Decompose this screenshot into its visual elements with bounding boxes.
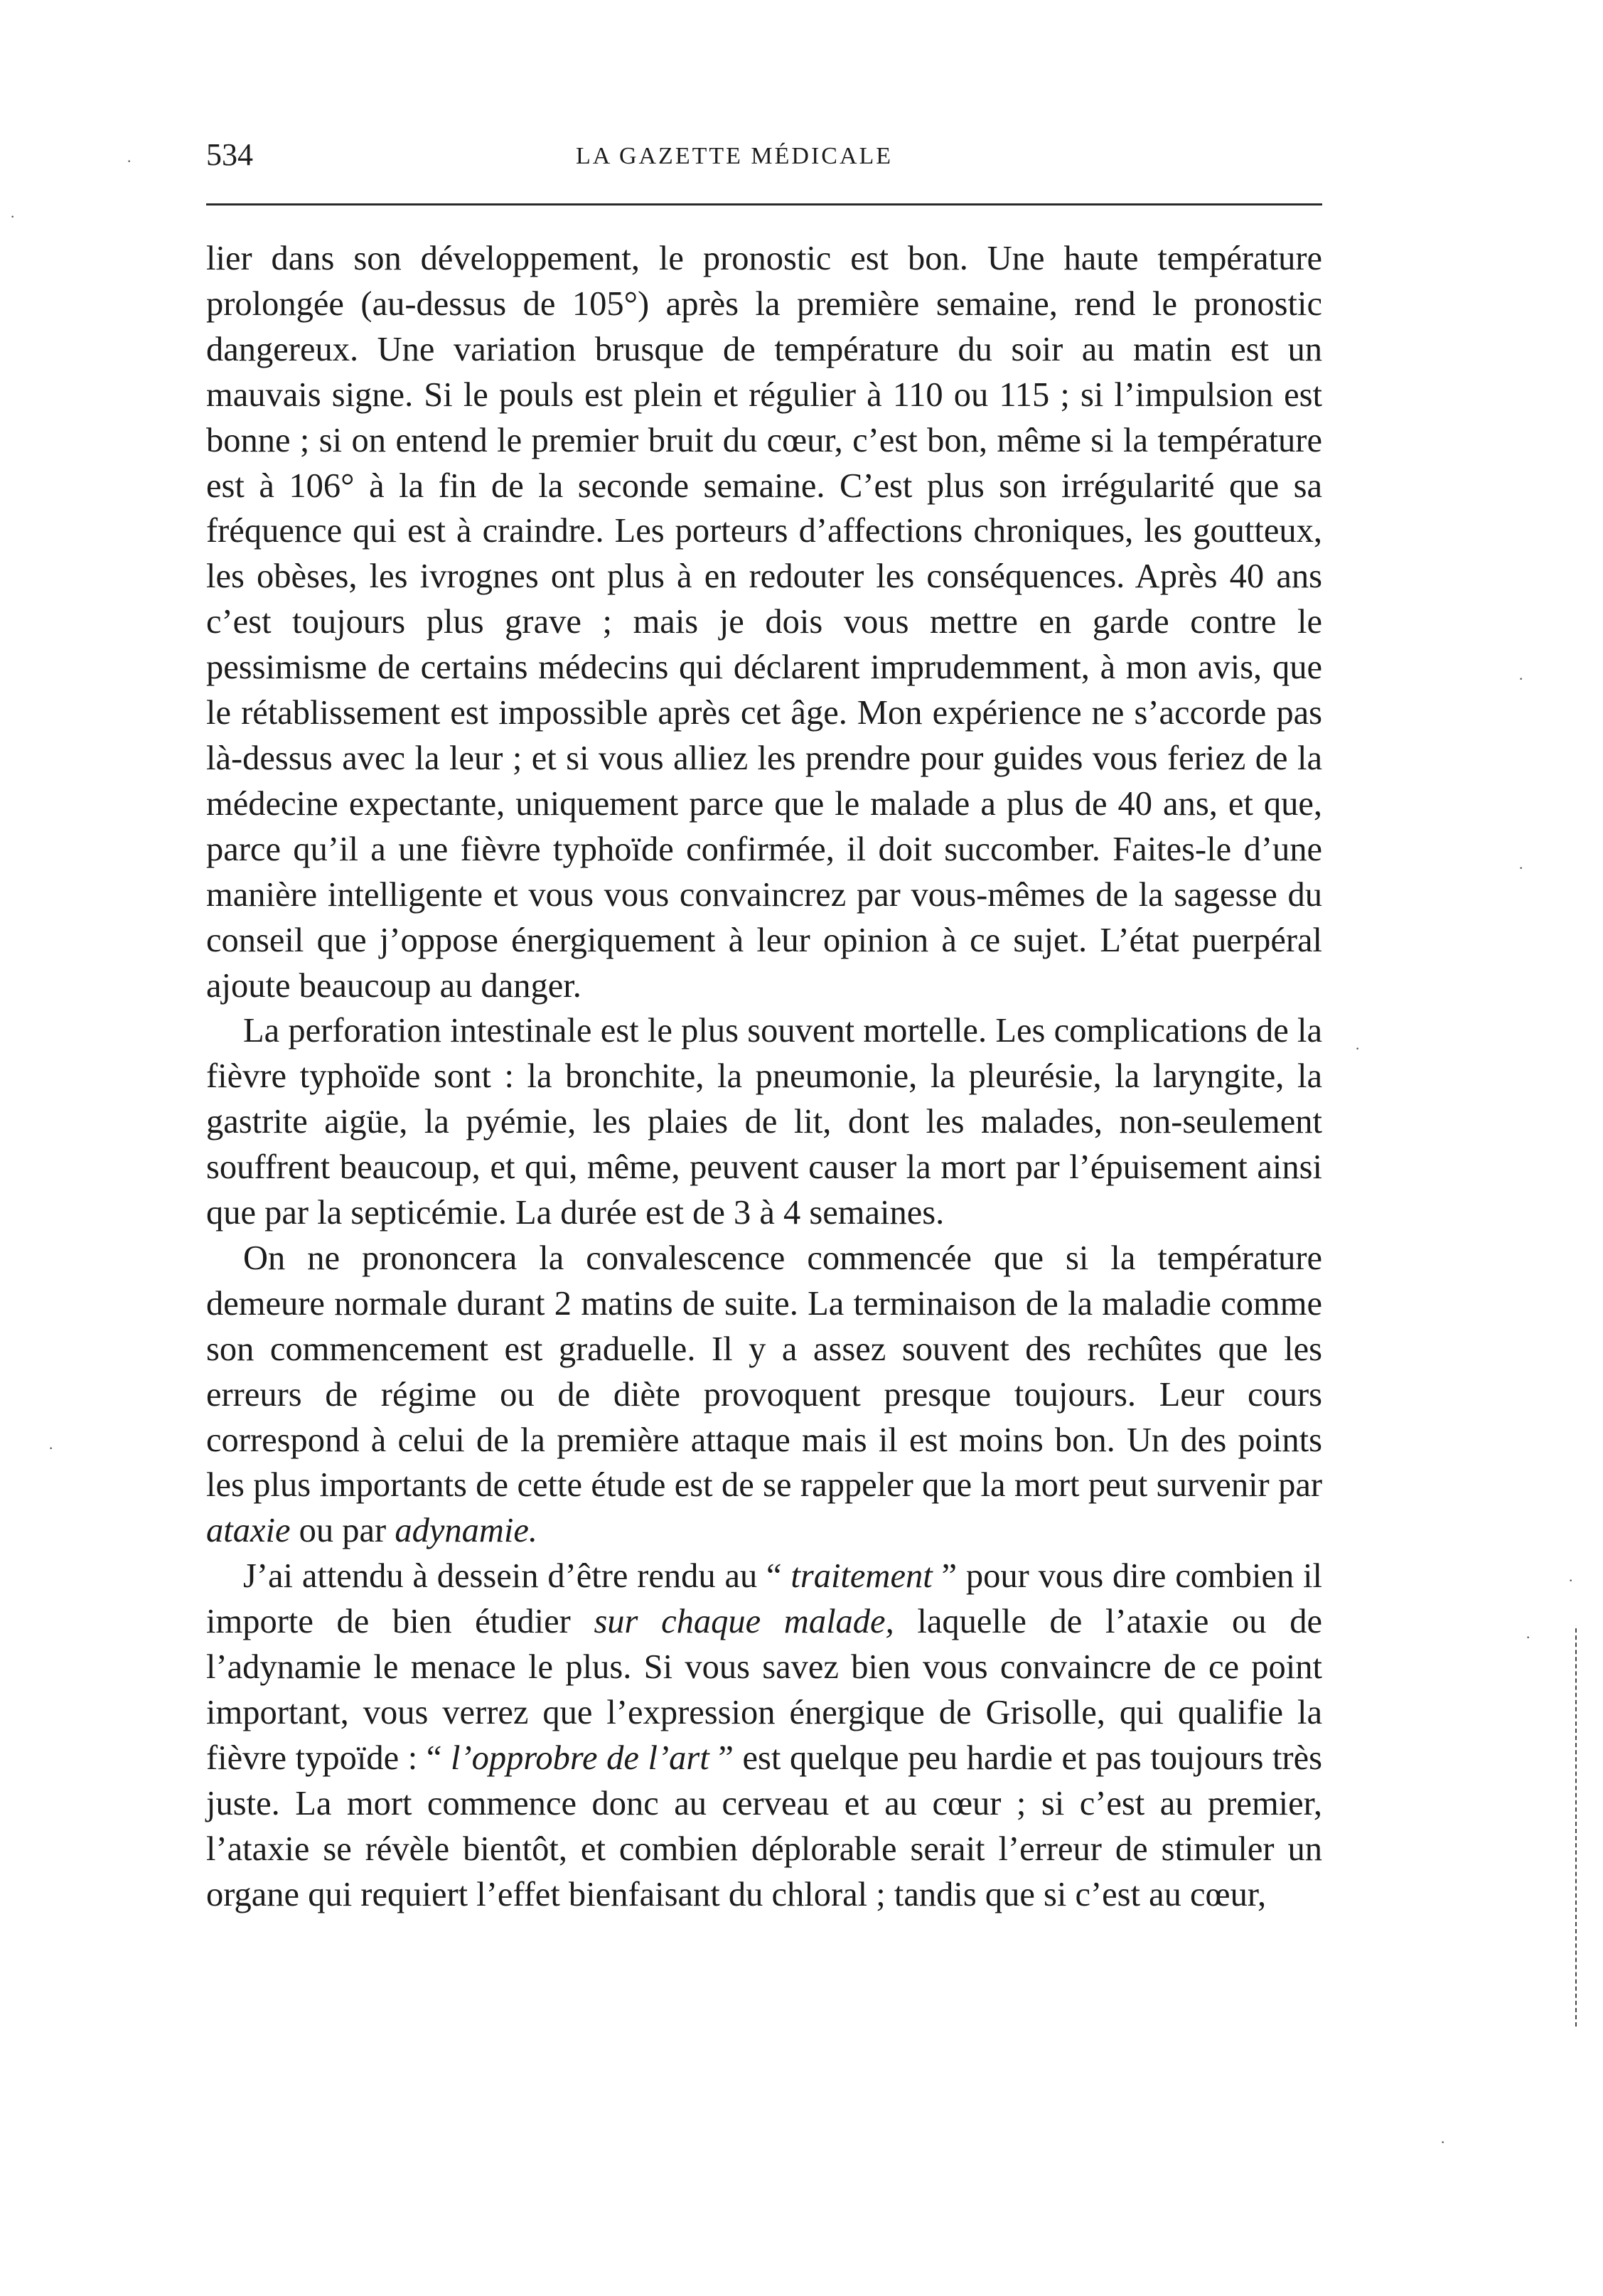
header-rule <box>206 203 1322 205</box>
scan-speck: · <box>10 208 16 225</box>
page-header <box>206 134 1322 176</box>
paragraph-4-text-4: ” est quelque peu hardie et pas toujours très juste. La mort commence donc au cerveau et au cœur ; si c’est au premier, l’ataxie se révèle bientôt, et combien déplorable serait l’erreur de stimuler un organe qui requiert l’effet bienfaisant du chloral ; tandis que si c’est au cœur, <box>206 1739 1322 1913</box>
italic-sur-chaque-malade: sur chaque malade, <box>594 1603 894 1641</box>
paragraph-4-text-2: ” pour vous dire combien il importe de bien étudier <box>206 1557 1322 1641</box>
paragraph-3 <box>206 1236 1322 1554</box>
scan-margin-rule <box>1575 1628 1577 2027</box>
italic-opprobre-de-l-art: l’opprobre de l’art <box>450 1739 709 1777</box>
scan-speck: · <box>1355 1040 1361 1057</box>
paragraph-1: lier dans son développement, le pronostic est bon. Une haute température prolongée (au-dessus de 105°) après la première semaine, rend le pronostic dangereux. Une variation brusque de température du soir au matin est un mauvais signe. Si le pouls est plein et régulier à 110 ou 115 ; si l’impulsion est bonne ; si on entend le premier bruit du cœur, c’est bon, même si la température est à 106° à la fin de la seconde semaine. C’est plus son irrégularité que sa fréquence qui est à craindre. Les porteurs d’affections chroniques, les goutteux, les obèses, les ivrognes ont plus à en redouter les conséquences. Après 40 ans c’est toujours plus grave ; mais je dois vous mettre en garde contre le pessimisme de certains médecins qui déclarent imprudemment, à mon avis, que le rétablissement est impossible après cet âge. Mon expérience ne s’accorde pas là-dessus avec la leur ; et si vous alliez les prendre pour guides vous feriez de la médecine expectante, uniquement parce que le malade a plus de 40 ans, et que, parce qu’il a une fièvre typhoïde confirmée, il doit succomber. Faites-le d’une manière intelligente et vous vous convaincrez par vous-mêmes de la sagesse du conseil que j’oppose énergiquement à leur opinion à ce sujet. L’état puerpéral ajoute beaucoup au danger. <box>206 240 1322 1005</box>
italic-traitement: traitement <box>790 1557 933 1596</box>
paragraph-4-text-1: J’ai attendu à dessein d’être rendu au “ <box>243 1557 791 1596</box>
scan-speck: · <box>1518 670 1524 688</box>
paragraph-4-text-3: laquelle de l’ataxie ou de l’adynamie le menace le plus. Si vous savez bien vous convaincre de ce point important, vous verrez que l’expression énergique de Grisolle, qui qualifie la fièvre typoïde : “ <box>206 1603 1322 1777</box>
scan-speck: · <box>1518 859 1524 877</box>
body-text <box>206 236 1322 1918</box>
page-number: 534 <box>206 137 253 172</box>
scan-speck: · <box>1526 1628 1531 1646</box>
scan-speck: · <box>48 1439 54 1457</box>
scan-speck: · <box>1568 1571 1574 1589</box>
scan-speck: · <box>127 152 132 170</box>
running-title: LA GAZETTE MÉDICALE <box>576 143 894 169</box>
scan-speck: · <box>1440 2133 1446 2151</box>
italic-ataxie: ataxie <box>206 1512 291 1550</box>
paragraph-2: La perforation intestinale est le plus souvent mortelle. Les complications de la fièvre typhoïde sont : la bronchite, la pneumonie, la pleurésie, la laryngite, la gastrite aigüe, la pyémie, les plaies de lit, dont les malades, non-seulement souffrent beaucoup, et qui, même, peuvent causer la mort par l’épuisement ainsi que par la septicémie. La durée est de 3 à 4 semaines. <box>206 1012 1322 1232</box>
paragraph-3-text-1: On ne prononcera la convalescence commencée que si la température demeure normale durant 2 matins de suite. La terminaison de la maladie comme son commencement est graduelle. Il y a assez souvent des rechûtes que les erreurs de régime ou de diète provoquent presque toujours. Leur cours correspond à celui de la première attaque mais il est moins bon. Un des points les plus importants de cette étude est de se rappeler que la mort peut survenir par <box>206 1239 1322 1505</box>
italic-adynamie: adynamie. <box>395 1512 538 1550</box>
paragraph-4 <box>206 1554 1322 1917</box>
paragraph-3-text-2: ou par <box>290 1512 395 1550</box>
